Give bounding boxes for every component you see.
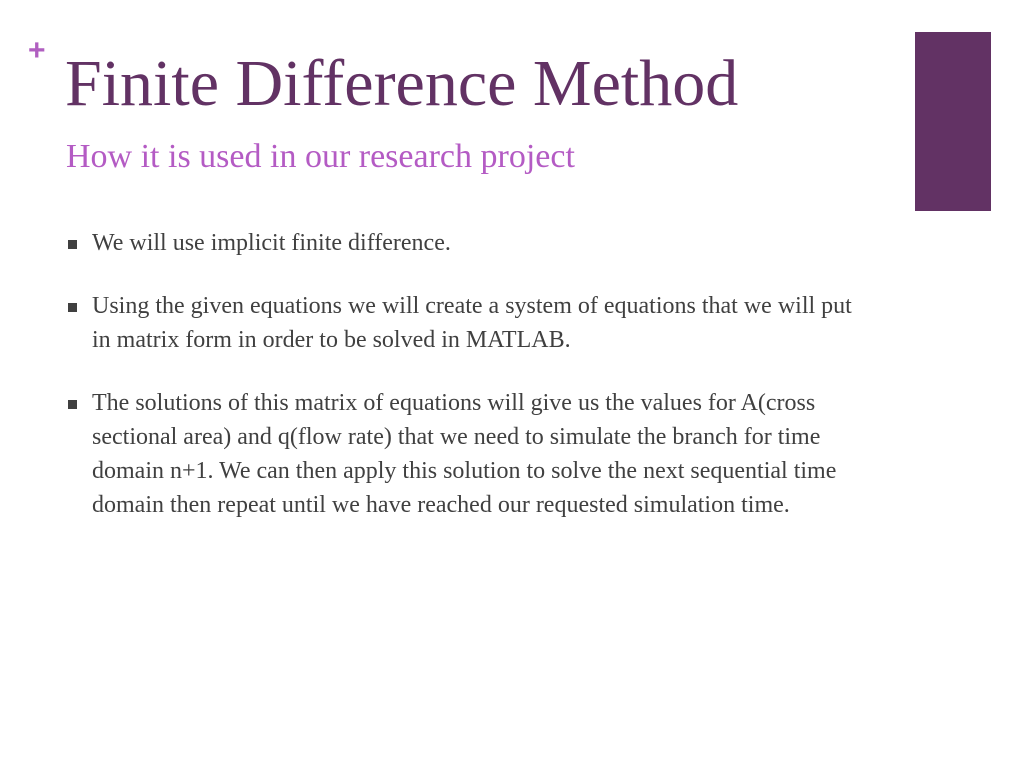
bullet-text: The solutions of this matrix of equations will give us the values for A(cross sectional area) and q(flow rate) that we need to simulate the branch for time domain n+1. We can then apply this solution to solve the next sequential time domain then repeat until we have reached our requested simulation time. <box>92 390 837 518</box>
accent-bar <box>915 32 991 211</box>
plus-icon: + <box>28 34 46 67</box>
slide-subtitle: How it is used in our research project <box>66 138 575 175</box>
bullet-item <box>68 226 858 260</box>
square-bullet-icon <box>68 303 77 312</box>
bullet-list <box>68 226 858 551</box>
bullet-text: Using the given equations we will create a system of equations that we will put in matrix form in order to be solved in MATLAB. <box>92 293 852 353</box>
square-bullet-icon <box>68 400 77 409</box>
square-bullet-icon <box>68 240 77 249</box>
slide-title: Finite Difference Method <box>65 47 739 120</box>
bullet-item <box>68 289 858 357</box>
bullet-text: We will use implicit finite difference. <box>92 230 451 256</box>
bullet-item <box>68 386 858 522</box>
